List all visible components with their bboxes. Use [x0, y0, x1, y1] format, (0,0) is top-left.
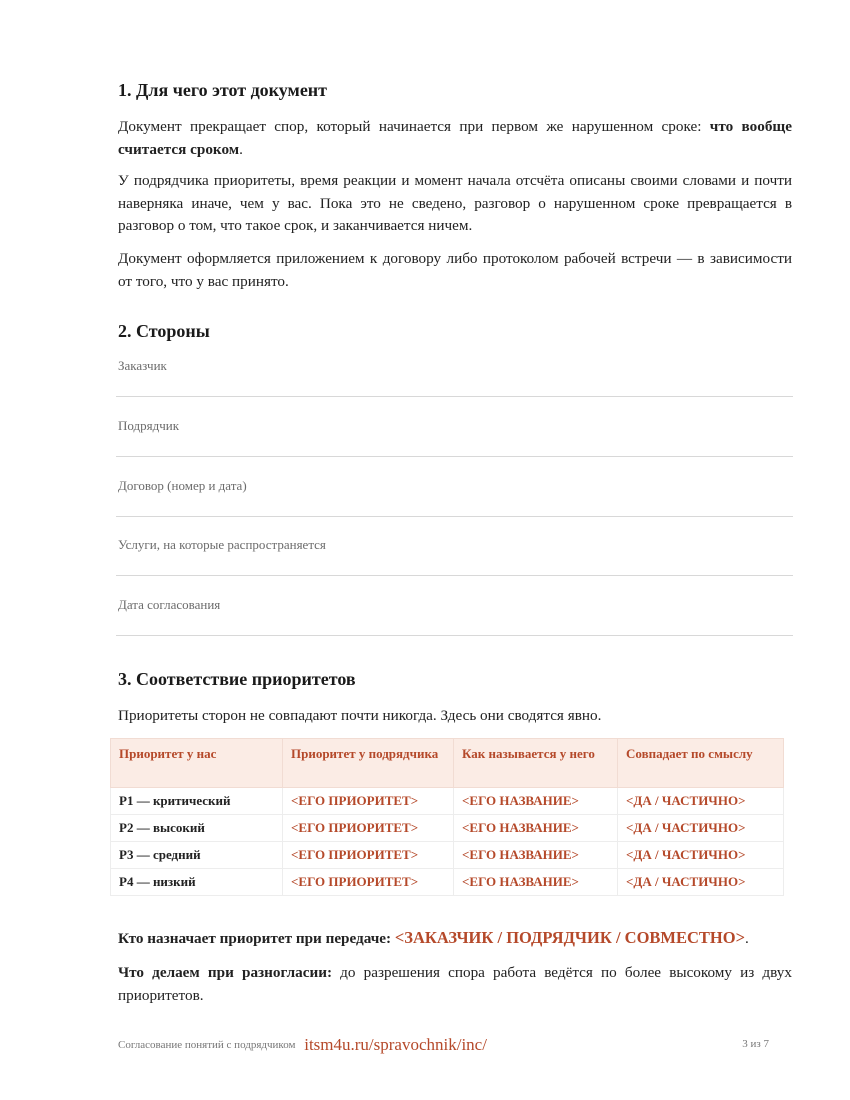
- field-contract[interactable]: [116, 478, 793, 517]
- section-1-title: 1. Для чего этот документ: [118, 80, 328, 100]
- table-cell-placeholder[interactable]: <ЕГО НАЗВАНИЕ>: [454, 842, 618, 869]
- footer-doc-name: Согласование понятий с подрядчиком: [118, 1039, 296, 1051]
- table-cell: P1 — критический: [111, 788, 283, 815]
- column-header: Приоритет у подрядчика: [283, 739, 454, 788]
- table-cell-placeholder[interactable]: <ДА / ЧАСТИЧНО>: [618, 815, 784, 842]
- column-header: Как называется у него: [454, 739, 618, 788]
- field-label: Заказчик: [118, 358, 167, 373]
- section-3-title: 3. Соответствие приоритетов: [118, 669, 356, 689]
- page-footer: [118, 1033, 769, 1053]
- section-2-title: 2. Стороны: [118, 321, 210, 341]
- paragraph-text: Документ прекращает спор, который начинается при первом же нарушенном сроке:: [118, 118, 710, 135]
- field-services[interactable]: [116, 537, 793, 576]
- paragraph-bold-text: что вообще считается сроком: [118, 118, 792, 158]
- table-row: [111, 842, 784, 869]
- assignment-placeholder[interactable]: <ЗАКАЗЧИК / ПОДРЯДЧИК / СОВМЕСТНО>: [394, 928, 745, 947]
- section-1-paragraph-1: [118, 116, 792, 161]
- table-cell-placeholder[interactable]: <ДА / ЧАСТИЧНО>: [618, 788, 784, 815]
- section-1-paragraph-2: У подрядчика приоритеты, время реакции и момент начала отсчёта описаны своими словами и почти наверняка иначе, чем у вас. Пока это не сведено, разговор о нарушенном сроке превращается в разговор о том, что такое срок, и заканчивается ничем.: [118, 172, 792, 234]
- table-cell-placeholder[interactable]: <ЕГО НАЗВАНИЕ>: [454, 815, 618, 842]
- table-cell-placeholder[interactable]: <ЕГО ПРИОРИТЕТ>: [283, 815, 454, 842]
- dispute-label: Что делаем при разногласии:: [118, 964, 333, 981]
- column-header: Приоритет у нас: [111, 739, 283, 788]
- table-cell: P2 — высокий: [111, 815, 283, 842]
- field-customer[interactable]: [116, 358, 793, 397]
- priority-mapping-table: [110, 738, 784, 896]
- table-cell-placeholder[interactable]: <ЕГО НАЗВАНИЕ>: [454, 869, 618, 896]
- table-header-row: [111, 739, 784, 788]
- table-cell-placeholder[interactable]: <ЕГО ПРИОРИТЕТ>: [283, 842, 454, 869]
- table-cell: P4 — низкий: [111, 869, 283, 896]
- field-agreement-date[interactable]: [116, 597, 793, 636]
- column-header: Совпадает по смыслу: [618, 739, 784, 788]
- assignment-label: Кто назначает приоритет при передаче:: [118, 930, 395, 947]
- table-cell: P3 — средний: [111, 842, 283, 869]
- priority-assignment-line: [118, 927, 792, 951]
- table-row: [111, 869, 784, 896]
- table-cell-placeholder[interactable]: <ЕГО ПРИОРИТЕТ>: [283, 869, 454, 896]
- section-3-intro: Приоритеты сторон не совпадают почти никогда. Здесь они сводятся явно.: [118, 707, 602, 724]
- table-cell-placeholder[interactable]: <ЕГО НАЗВАНИЕ>: [454, 788, 618, 815]
- dispute-text: до разрешения спора работа ведётся по более высокому из двух приоритетов.: [118, 964, 792, 1004]
- table-cell-placeholder[interactable]: <ДА / ЧАСТИЧНО>: [618, 842, 784, 869]
- table-row: [111, 815, 784, 842]
- dispute-rule-paragraph: [118, 962, 792, 1007]
- footer-page-number: 3 из 7: [742, 1038, 769, 1050]
- table-row: [111, 788, 784, 815]
- field-label: Договор (номер и дата): [118, 478, 247, 493]
- field-label: Дата согласования: [118, 597, 221, 612]
- assignment-end: .: [744, 930, 749, 947]
- table-cell-placeholder[interactable]: <ДА / ЧАСТИЧНО>: [618, 869, 784, 896]
- table-cell-placeholder[interactable]: <ЕГО ПРИОРИТЕТ>: [283, 788, 454, 815]
- field-label: Подрядчик: [118, 418, 180, 433]
- field-label: Услуги, на которые распространяется: [118, 537, 326, 552]
- section-1-paragraph-3: Документ оформляется приложением к договору либо протоколом рабочей встречи — в зависимости от того, что у вас принято.: [118, 250, 792, 290]
- paragraph-end: .: [239, 140, 243, 158]
- footer-link[interactable]: itsm4u.ru/spravochnik/inc/: [304, 1035, 487, 1054]
- field-contractor[interactable]: [116, 418, 793, 457]
